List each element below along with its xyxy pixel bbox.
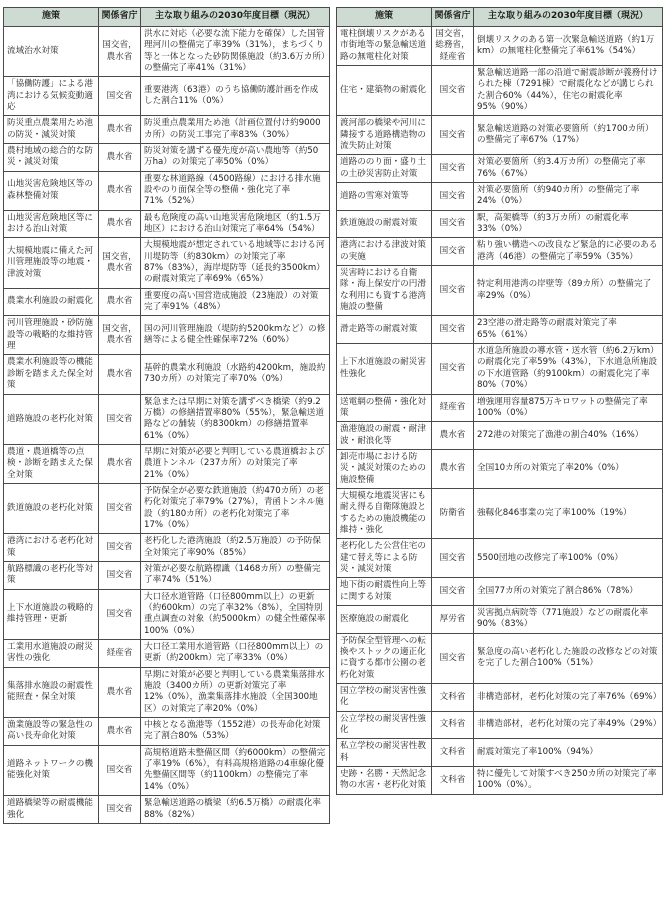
measure-cell: 上下水道施設の戦略的維持管理・更新 (4, 589, 99, 639)
table-row (337, 606, 663, 634)
ministry-cell: 国交省 (99, 745, 141, 795)
table-row (4, 483, 330, 533)
goal-cell: 水道急所施設の導水管・送水管（約6.2万km）の耐震化完了率59%（43%），下水道急所施設の下水道管路（約9100km）の耐震化完了率80%（70%） (474, 344, 663, 394)
measure-cell: 流域治水対策 (4, 26, 99, 76)
measure-cell: 航路標識の老朽化等対策 (4, 561, 99, 589)
table-row (337, 26, 663, 65)
ministry-cell: 国交省，総務省，経産省 (432, 26, 474, 65)
table-row (4, 288, 330, 316)
measure-cell: 史跡・名勝・天然記念物の水害・老朽化対策 (337, 767, 432, 795)
measure-cell: 集落排水施設の耐震性能照査・保全対策 (4, 667, 99, 717)
ministry-cell: 国交省 (432, 316, 474, 344)
table-row (337, 266, 663, 316)
goal-cell: 対策必要箇所（約940カ所）の整備完了率24%（0%） (474, 183, 663, 211)
measure-cell: 漁港施設の耐震・耐津波・耐浪化等 (337, 422, 432, 450)
goal-cell: 特に優先して対策すべき250カ所の対策完了率100%（0%）。 (474, 767, 663, 795)
table-row (4, 316, 330, 355)
goal-cell: 倒壊リスクのある第一次緊急輸送道路（約1万km）の無電柱化整備完了率61%（54%） (474, 26, 663, 65)
goal-cell: 増強運用容量875万キロワットの整備完了率100%（0%） (474, 394, 663, 422)
ministry-cell: 国交省 (432, 116, 474, 155)
ministry-cell: 農水省 (99, 355, 141, 394)
table-row (4, 561, 330, 589)
measure-cell: 港湾における老朽化対策 (4, 534, 99, 562)
goal-cell: 5500団地の改修完了率100%（0%） (474, 539, 663, 578)
goal-cell: 大口径工業用水道管路（口径800mm以上）の更新（約200km）完了率33%（0%） (141, 640, 330, 668)
table-row (4, 238, 330, 288)
table-row (4, 77, 330, 116)
table-row (4, 210, 330, 238)
table-row (337, 183, 663, 211)
col-header-measure: 施策 (337, 8, 432, 27)
table-header-row (337, 8, 663, 27)
table-row (4, 534, 330, 562)
measure-cell: 災害時における自衛隊・海上保安庁の円滑な利用にも資する港湾施設の整備 (337, 266, 432, 316)
table-row (337, 711, 663, 739)
table-row (337, 633, 663, 683)
measure-cell: 道路の雪寒対策等 (337, 183, 432, 211)
goal-cell: 特定利用港湾の岸壁等（89カ所）の整備完了率29%（0%） (474, 266, 663, 316)
measure-cell: 工業用水道施設の耐災害性の強化 (4, 640, 99, 668)
ministry-cell: 国交省，農水省 (99, 316, 141, 355)
table-row (337, 238, 663, 266)
table-row (337, 116, 663, 155)
ministry-cell: 農水省 (99, 288, 141, 316)
goal-cell: 緊急度の高い老朽化した施設の改修などの対策を完了した割合100%（51%） (474, 633, 663, 683)
goal-cell: 早期に対策が必要と判明している農業集落排水施設（3400カ所）の更新対策完了率12%（0%），漁業集落排水施設（全国300地区）の対策完了率20%（0%） (141, 667, 330, 717)
table-row (4, 394, 330, 444)
table-row (337, 578, 663, 606)
measure-cell: 河川管理施設・砂防施設等の戦略的な維持管理 (4, 316, 99, 355)
ministry-cell: 農水省 (99, 210, 141, 238)
measure-cell: 道路ネットワークの機能強化対策 (4, 745, 99, 795)
ministry-cell: 文科省 (432, 684, 474, 712)
table-row (337, 449, 663, 488)
measure-cell: 大規模な地震災害にも耐え得る自衛隊施設とするための施設機能の維持・強化 (337, 488, 432, 538)
goal-cell: 重要港湾（63港）のうち協働防護計画を作成した割合11%（0%） (141, 77, 330, 116)
measure-cell: 道路橋梁等の耐震機能強化 (4, 796, 99, 824)
goal-cell: 緊急輸送道路の対策必要箇所（約1700カ所）の整備完了率67%（17%） (474, 116, 663, 155)
ministry-cell: 農水省 (99, 116, 141, 144)
goal-cell: 耐震対策完了率100%（94%） (474, 739, 663, 767)
ministry-cell: 農水省 (432, 449, 474, 488)
goal-cell: 重要度の高い国営造成施設（23施設）の対策完了率91%（48%） (141, 288, 330, 316)
col-header-ministry: 関係省庁 (432, 8, 474, 27)
table-row (4, 26, 330, 76)
ministry-cell: 国交省 (432, 210, 474, 238)
col-header-goal: 主な取り組みの2030年度目標（現況） (474, 8, 663, 27)
table-row (4, 667, 330, 717)
goal-cell: 緊急輸送道路の橋梁（約6.5万橋）の耐震化率88%（82%） (141, 796, 330, 824)
ministry-cell: 経産省 (99, 640, 141, 668)
measure-cell: 私立学校の耐災害性教科 (337, 739, 432, 767)
measure-cell: 山地災害危険地区等における治山対策 (4, 210, 99, 238)
ministry-cell: 農水省 (99, 143, 141, 171)
table-row (4, 640, 330, 668)
table-row (337, 684, 663, 712)
ministry-cell: 国交省 (432, 266, 474, 316)
table-row (337, 394, 663, 422)
ministry-cell: 農水省 (432, 422, 474, 450)
col-header-goal: 主な取り組みの2030年度目標（現況） (141, 8, 330, 27)
goal-cell: 272港の対策完了漁港の割合40%（16%） (474, 422, 663, 450)
goal-cell: 対策が必要な航路標識（1468カ所）の整備完了率74%（51%） (141, 561, 330, 589)
measure-cell: 送電網の整備・強化対策 (337, 394, 432, 422)
ministry-cell: 農水省 (99, 444, 141, 483)
table-row (337, 739, 663, 767)
ministry-cell: 国交省 (432, 238, 474, 266)
ministry-cell: 国交省 (99, 77, 141, 116)
goal-cell: 対策必要箇所（約3.4万カ所）の整備完了率76%（67%） (474, 155, 663, 183)
table-row (4, 589, 330, 639)
table-row (337, 316, 663, 344)
measure-cell: 道路ののり面・盛り土の土砂災害防止対策 (337, 155, 432, 183)
col-header-ministry: 関係省庁 (99, 8, 141, 27)
ministry-cell: 国交省 (432, 65, 474, 115)
table-row (337, 767, 663, 795)
table-row (337, 539, 663, 578)
table-row (4, 444, 330, 483)
goal-cell: 緊急輸送道路一部の沿道で耐震診断が義務付けられた棟（7291棟）で耐震化などが講じられた割合60%（44%），住宅の耐震化率95%（90%） (474, 65, 663, 115)
left-policy-table (3, 7, 330, 824)
measure-cell: 鉄道施設の老朽化対策 (4, 483, 99, 533)
ministry-cell: 国交省 (99, 796, 141, 824)
measure-cell: 防災重点農業用ため池の防災・減災対策 (4, 116, 99, 144)
goal-cell: 災害拠点病院等（771施設）などの耐震化率90%（83%） (474, 606, 663, 634)
goal-cell: 防災対策を講ずる優先度が高い農地等（約50万ha）の対策完了率50%（0%） (141, 143, 330, 171)
table-row (4, 745, 330, 795)
ministry-cell: 国交省 (99, 561, 141, 589)
measure-cell: 国立学校の耐災害性強化 (337, 684, 432, 712)
ministry-cell: 国交省 (432, 344, 474, 394)
measure-cell: 住宅・建築物の耐震化 (337, 65, 432, 115)
measure-cell: 鉄道施設の耐震対策 (337, 210, 432, 238)
goal-cell: 23空港の滑走路等の耐震対策完了率65%（61%） (474, 316, 663, 344)
table-row (4, 116, 330, 144)
table-row (337, 344, 663, 394)
measure-cell: 農業水利施設の耐震化 (4, 288, 99, 316)
goal-cell: 駅，高架橋等（約3万カ所）の耐震化率33%（0%） (474, 210, 663, 238)
goal-cell: 国の河川管理施設（堤防約5200kmなど）の修繕等による健全性確保率72%（60%） (141, 316, 330, 355)
measure-cell: 「協働防護」による港湾における気候変動適応 (4, 77, 99, 116)
goal-cell: 強靱化846事業の完了率100%（19%） (474, 488, 663, 538)
measure-cell: 老朽化した公営住宅の建て替え等による防災・減災対策 (337, 539, 432, 578)
measure-cell: 大規模地震に備えた河川管理施設等の地震・津波対策 (4, 238, 99, 288)
measure-cell: 道路施設の老朽化対策 (4, 394, 99, 444)
goal-cell: 老朽化した港湾施設（約2.5万施設）の予防保全対策完了率90%（85%） (141, 534, 330, 562)
measure-cell: 渡河部の橋梁や河川に隣接する道路構造物の流失防止対策 (337, 116, 432, 155)
table-row (337, 65, 663, 115)
measure-cell: 港湾における津波対策の実施 (337, 238, 432, 266)
measure-cell: 医療施設の耐震化 (337, 606, 432, 634)
ministry-cell: 国交省 (432, 633, 474, 683)
goal-cell: 非構造部材，老朽化対策の完了率49%（29%） (474, 711, 663, 739)
ministry-cell: 国交省 (99, 483, 141, 533)
table-row (4, 143, 330, 171)
table-row (4, 171, 330, 210)
goal-cell: 中核となる漁港等（1552港）の長寿命化対策完了割合80%（53%） (141, 718, 330, 746)
goal-cell: 高規格道路未整備区間（約6000km）の整備完了率19%（6%），有料高規格道路の4車線化優先整備区間等（約1100km）の整備完了率14%（0%） (141, 745, 330, 795)
measure-cell: 農道・農道橋等の点検・診断を踏まえた保全対策 (4, 444, 99, 483)
goal-cell: 洪水に対応（必要な流下能力を確保）した国管理河川の整備完了率39%（31%），まちづくり等と一体となった砂防関係施設（約3.6万カ所）の整備完了率41%（31%） (141, 26, 330, 76)
goal-cell: 全国77カ所の対策完了割合86%（78%） (474, 578, 663, 606)
ministry-cell: 国交省 (432, 539, 474, 578)
table-row (4, 796, 330, 824)
measure-cell: 滑走路等の耐震対策 (337, 316, 432, 344)
ministry-cell: 国交省 (99, 534, 141, 562)
measure-cell: 地下街の耐震性向上等に関する対策 (337, 578, 432, 606)
goal-cell: 大規模地震が想定されている地域等における河川堤防等（約830km）の対策完了率87%（83%），海岸堤防等（延長約3500km）の耐震対策完了率69%（65%） (141, 238, 330, 288)
ministry-cell: 国交省 (432, 578, 474, 606)
goal-cell: 防災重点農業用ため池（計画位置付け約9000カ所）の防災工事完了率83%（30%） (141, 116, 330, 144)
goal-cell: 粘り強い構造への改良など緊急的に必要のある港湾（46港）の整備完了率59%（35%） (474, 238, 663, 266)
measure-cell: 農業水利施設等の機能診断を踏まえた保全対策 (4, 355, 99, 394)
ministry-cell: 経産省 (432, 394, 474, 422)
goal-cell: 最も危険度の高い山地災害危険地区（約1.5万地区）における治山対策完了率64%（54%） (141, 210, 330, 238)
ministry-cell: 農水省 (99, 667, 141, 717)
measure-cell: 農村地域の総合的な防災・減災対策 (4, 143, 99, 171)
measure-cell: 卸売市場における防災・減災対策のための施設整備 (337, 449, 432, 488)
goal-cell: 全国10カ所の対策完了率20%（0%） (474, 449, 663, 488)
ministry-cell: 文科省 (432, 767, 474, 795)
ministry-cell: 農水省 (99, 718, 141, 746)
ministry-cell: 文科省 (432, 739, 474, 767)
measure-cell: 上下水道施設の耐災害性強化 (337, 344, 432, 394)
ministry-cell: 国交省 (99, 394, 141, 444)
table-row (4, 718, 330, 746)
measure-cell: 電柱倒壊リスクがある市街地等の緊急輸送道路の無電柱化対策 (337, 26, 432, 65)
goal-cell: 大口径水道管路（口径800mm以上）の更新（約600km）の完了率32%（8%），全国特別重点調査の対象（約5000km）の健全性確保率100%（0%） (141, 589, 330, 639)
goal-cell: 基幹的農業水利施設（水路約4200km，施設約730カ所）の対策完了率70%（0%） (141, 355, 330, 394)
table-row (337, 210, 663, 238)
ministry-cell: 文科省 (432, 711, 474, 739)
table-row (4, 355, 330, 394)
ministry-cell: 国交省 (99, 589, 141, 639)
ministry-cell: 防衛省 (432, 488, 474, 538)
measure-cell: 公立学校の耐災害性強化 (337, 711, 432, 739)
table-row (337, 488, 663, 538)
right-policy-table (336, 7, 663, 795)
table-header-row (4, 8, 330, 27)
ministry-cell: 国交省，農水省 (99, 26, 141, 76)
measure-cell: 予防保全型管理への転換やストックの適正化に資する都市公園の老朽化対策 (337, 633, 432, 683)
goal-cell: 重要な林道路線（4500路線）における排水施設やのり面保全等の整備・強化完了率71%（52%） (141, 171, 330, 210)
ministry-cell: 国交省 (432, 155, 474, 183)
ministry-cell: 国交省 (432, 183, 474, 211)
table-row (337, 155, 663, 183)
ministry-cell: 厚労省 (432, 606, 474, 634)
measure-cell: 漁業施設等の緊急性の高い長寿命化対策 (4, 718, 99, 746)
ministry-cell: 国交省，農水省 (99, 238, 141, 288)
table-row (337, 422, 663, 450)
goal-cell: 緊急または早期に対策を講ずべき橋梁（約9.2万橋）の修繕措置率80%（55%），緊急輸送道路などの舗装（約8300km）の修繕措置率61%（0%） (141, 394, 330, 444)
measure-cell: 山地災害危険地区等の森林整備対策 (4, 171, 99, 210)
col-header-measure: 施策 (4, 8, 99, 27)
goal-cell: 予防保全が必要な鉄道施設（約470カ所）の老朽化対策完了率79%（27%），青函トンネル施設（約180カ所）の老朽化対策完了率17%（0%） (141, 483, 330, 533)
ministry-cell: 農水省 (99, 171, 141, 210)
goal-cell: 非構造部材，老朽化対策の完了率76%（69%） (474, 684, 663, 712)
goal-cell: 早期に対策が必要と判明している農道橋および農道トンネル（237カ所）の対策完了率21%（0%） (141, 444, 330, 483)
